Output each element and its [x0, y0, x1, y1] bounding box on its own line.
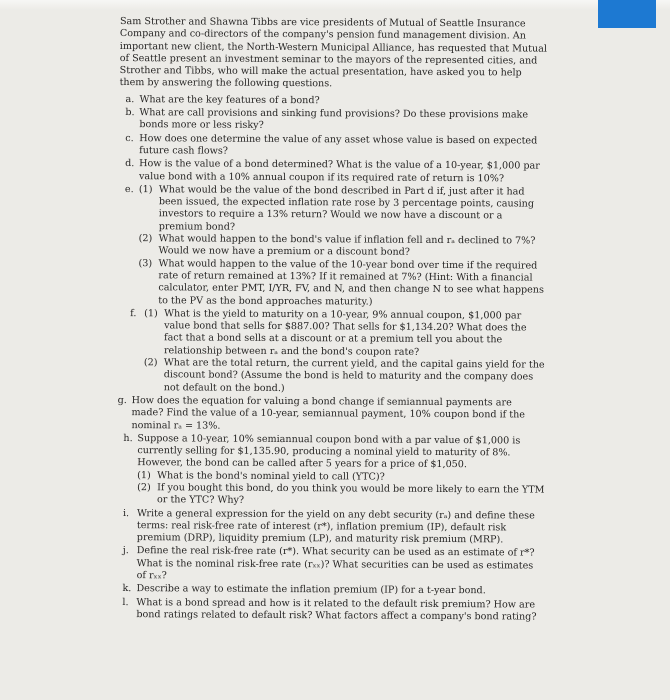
- question-f: [130, 308, 547, 397]
- subpart-number: (1): [137, 469, 151, 481]
- question-i: [123, 508, 545, 547]
- question-e-part-1: [139, 184, 547, 236]
- question-letter: j.: [122, 545, 129, 557]
- question-letter: a.: [125, 93, 135, 105]
- question-g: [117, 395, 545, 435]
- question-text: How does one determine the value of any asset whose value is based on expected future cash flows?: [139, 132, 538, 157]
- question-h-parts: [137, 433, 545, 509]
- question-letter: h.: [123, 432, 133, 444]
- subpart-text: What is the bond's nominal yield to call (YTC)?: [157, 469, 385, 483]
- question-a: [125, 94, 547, 109]
- question-text: What are call provisions and sinking fund provisions? Do these provisions make bonds more or less risky?: [139, 107, 529, 132]
- question-e-part-2: [139, 233, 547, 260]
- question-letter: g.: [117, 394, 127, 406]
- question-e: [124, 184, 547, 310]
- question-text: Write a general expression for the yield on any debt security (rₐ) and define these terms: real risk-free rate of interest (r*), inflation premium (IP), default risk premium (DRP), liquidity premium (LP), and maturity risk premium (MRP).: [136, 507, 535, 546]
- question-letter: k.: [122, 583, 132, 595]
- subpart-number: (2): [143, 357, 158, 369]
- question-b: [125, 107, 547, 134]
- subpart-text: What would be the value of the bond described in Part d if, just after it had been issued, the expected inflation rate rose by 3 percentage points, causing investors to require a 13% return? Would we now have a discount or a premium bond?: [158, 184, 535, 233]
- question-text: What are the key features of a bond?: [139, 93, 320, 107]
- question-letter: e.: [124, 183, 134, 195]
- question-h: [123, 433, 545, 509]
- document-page: [112, 16, 548, 625]
- subpart-text: What would happen to the value of the 10-year bond over time if the required rate of return remained at 13%? If it remained at 7%? (Hint: With a financial calculator, enter PMT, I/YR, FV, and N, and then change N to see what happens to the PV as the bond approaches maturity.): [158, 257, 544, 308]
- question-f-part-1: [144, 308, 546, 360]
- question-c: [125, 133, 547, 160]
- question-text: What is a bond spread and how is it related to the default risk premium? How are bond ratings related to default risk? What factors affect a company's bond rating?: [136, 596, 537, 623]
- question-f-parts: [144, 308, 547, 397]
- question-letter: c.: [125, 132, 134, 144]
- subpart-number: (2): [137, 482, 151, 494]
- question-f-part-2: [144, 357, 546, 396]
- subpart-number: (1): [144, 308, 158, 320]
- intro-paragraph: Sam Strother and Shawna Tibbs are vice presidents of Mutual of Seattle Insurance Company and co-directors of the company's pension fund management division. An important new client, the North-Western Municipal Alliance, has requested that Mutual of Seattle present an investment seminar to the mayors of the represented cities, and Strother and Tibbs, who will make the actual presentation, have asked you to help them by answering the following questions.: [119, 16, 548, 90]
- subpart-number: (3): [138, 257, 153, 269]
- question-text: Describe a way to estimate the inflation premium (IP) for a t-year bond.: [136, 583, 486, 597]
- question-h-part-2: [137, 482, 545, 509]
- question-letter: f.: [130, 307, 137, 319]
- question-text: Define the real risk-free rate (r*). What security can be used as an estimate of r*? What is the nominal risk-free rate (rₓₓ)? What securities can be used as estimates of rₓₓ?: [136, 545, 535, 582]
- question-k: [122, 583, 544, 598]
- question-list: [112, 94, 547, 624]
- question-letter: b.: [125, 107, 135, 119]
- question-text: Suppose a 10-year, 10% semiannual coupon bond with a par value of $1,000 is currently selling for $1,135.90, producing a nominal yield to maturity of 8%. However, the bond can be called after 5 years for a price of $1,050.: [137, 432, 521, 471]
- question-letter: d.: [125, 158, 135, 170]
- subpart-text: What is the yield to maturity on a 10-year, 9% annual coupon, $1,000 par value bond that sells for $887.00? That sells for $1,134.20? What does the fact that a bond sells at a discount or at a premium tell you about the relationship between rₐ and the bond's coupon rate?: [163, 308, 527, 358]
- subpart-text: What would happen to the bond's value if inflation fell and rₐ declined to 7%? Would we now have a premium or a discount bond?: [158, 233, 536, 259]
- subpart-number: (2): [138, 233, 153, 245]
- subpart-text: What are the total return, the current yield, and the capital gains yield for the discount bond? (Assume the bond is held to maturity and the company does not default on the bond.): [163, 357, 545, 394]
- question-j: [123, 546, 545, 585]
- question-d: [125, 158, 547, 185]
- question-e-part-3: [138, 258, 546, 310]
- question-e-parts: [138, 184, 547, 309]
- blue-tab: [598, 0, 656, 28]
- question-letter: l.: [122, 596, 129, 608]
- question-letter: i.: [122, 507, 130, 519]
- question-text: How is the value of a bond determined? What is the value of a 10-year, $1,000 par value bond with a 10% annual coupon if its required rate of return is 10%?: [138, 158, 540, 184]
- top-band: [0, 0, 670, 10]
- question-l: [122, 597, 544, 624]
- question-text: How does the equation for valuing a bond change if semiannual payments are made? Find the value of a 10-year, semiannual payment, 10% coupon bond if the nominal rₐ = 13%.: [131, 395, 526, 432]
- subpart-number: (1): [138, 184, 153, 196]
- subpart-text: If you bought this bond, do you think you would be more likely to earn the YTM or the YTC? Why?: [157, 482, 545, 507]
